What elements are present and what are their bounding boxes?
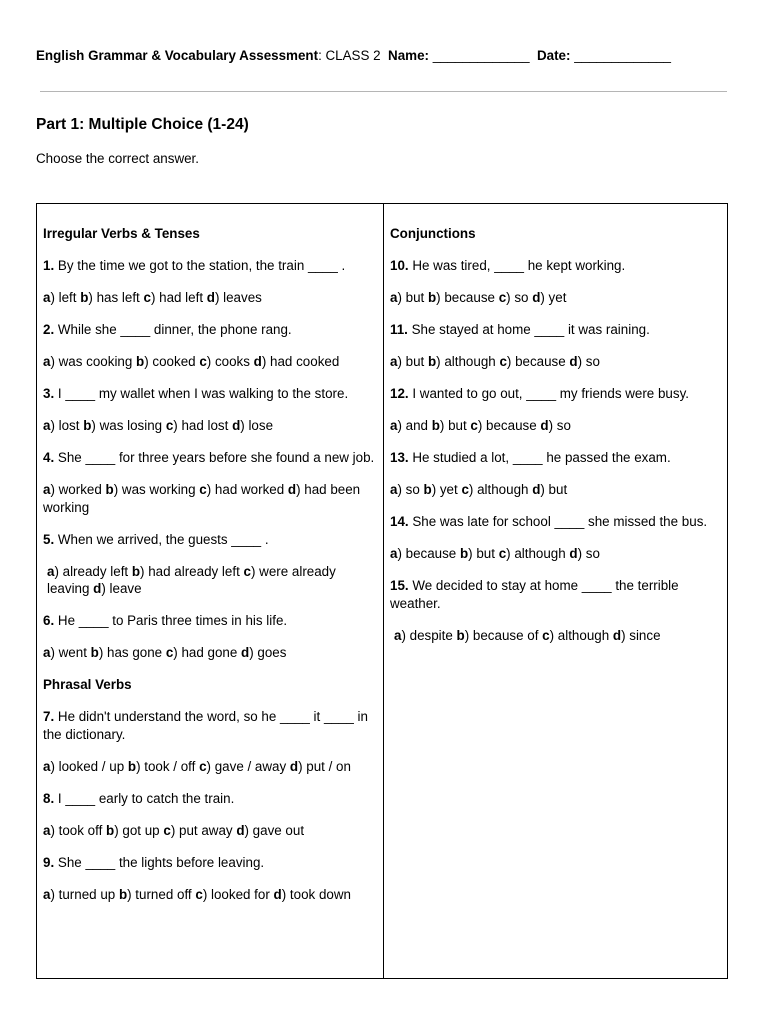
option-letter[interactable]: c [199,758,207,774]
question-3 [43,385,375,403]
option-text[interactable]: ) because [436,290,499,305]
option-text[interactable]: ) had gone [173,645,242,660]
option-text[interactable]: ) so [548,418,571,433]
option-letter[interactable]: b [80,290,89,305]
option-text[interactable]: ) lose [240,418,274,433]
option-letter[interactable]: b [127,758,137,774]
option-text[interactable]: ) looked / up [50,758,128,774]
option-text[interactable]: ) yet [540,290,567,305]
question-9 [43,854,375,872]
question-text: We decided to stay at home ____ the terrible weather. [390,578,679,611]
option-letter[interactable]: b [136,354,145,369]
options-4 [43,481,375,516]
option-letter[interactable]: a [43,822,51,838]
option-letter[interactable]: a [43,418,51,433]
option-letter[interactable]: a [43,886,51,902]
option-letter[interactable]: b [431,418,440,433]
question-number: 13. [390,450,409,465]
option-letter[interactable]: c [542,627,550,643]
question-number: 12. [390,386,409,401]
options-11 [390,353,718,371]
options-14 [390,545,718,563]
date-label: Date: [536,48,571,63]
option-text[interactable]: ) has gone [98,645,166,660]
option-text[interactable]: ) although [436,354,500,369]
option-letter[interactable]: c [461,482,469,497]
option-text[interactable]: ) but [397,354,428,369]
question-number: 5. [43,531,55,547]
option-letter[interactable]: c [199,354,207,369]
option-text[interactable]: ) had been working [43,482,361,515]
options-10 [390,289,718,307]
option-letter[interactable]: c [165,418,174,433]
option-letter[interactable]: b [90,645,99,660]
option-text[interactable]: ) so [577,354,600,369]
option-letter[interactable]: c [498,546,507,561]
option-letter[interactable]: c [499,354,507,369]
worksheet-title: English Grammar & Vocabulary Assessment [36,48,319,63]
option-text[interactable]: ) looked for [202,886,274,902]
option-text[interactable]: ) was working [113,482,200,497]
option-text[interactable]: ) so [397,482,424,497]
question-15 [390,577,718,612]
question-5 [43,531,375,549]
option-text[interactable]: ) put / on [298,758,351,774]
option-letter[interactable]: d [289,758,299,774]
option-letter[interactable]: a [43,354,51,369]
option-letter[interactable]: d [532,290,541,305]
option-letter[interactable]: d [232,418,241,433]
question-1 [43,257,375,275]
option-text[interactable]: ) so [506,290,533,305]
option-text[interactable]: ) had worked [206,482,288,497]
option-letter[interactable]: a [43,482,51,497]
option-letter[interactable]: c [163,822,171,838]
option-text[interactable]: ) gave / away [206,758,290,774]
question-number: 10. [390,258,409,273]
question-text: She was late for school ____ she missed the bus. [408,514,708,529]
options-6 [43,644,375,662]
question-number: 8. [43,790,55,806]
option-letter[interactable]: a [390,418,398,433]
option-text[interactable]: ) because [397,546,460,561]
option-text[interactable]: ) but [439,418,471,433]
option-text[interactable]: ) because of [464,627,543,643]
option-letter[interactable]: c [243,563,251,579]
option-letter[interactable]: d [569,546,578,561]
question-6 [43,612,375,630]
right-column [390,225,718,659]
option-letter[interactable]: a [43,758,51,774]
options-5 [43,563,375,598]
question-text: When we arrived, the guests ____ . [54,531,269,547]
question-number: 9. [43,854,55,870]
option-text[interactable]: ) although [549,627,613,643]
question-number: 7. [43,709,55,724]
option-text[interactable]: ) already left [54,563,132,579]
option-letter[interactable]: c [470,418,478,433]
question-text: She ____ the lights before leaving. [54,854,265,870]
option-text[interactable]: ) so [577,546,600,561]
option-letter[interactable]: a [390,546,398,561]
option-text[interactable]: ) had lost [173,418,233,433]
option-letter[interactable]: d [253,354,262,369]
question-text: She stayed at home ____ it was raining. [407,322,650,337]
option-letter[interactable]: d [532,482,541,497]
question-13 [390,449,718,467]
option-letter[interactable]: b [427,354,437,369]
option-text[interactable]: ) took down [281,886,351,902]
column-divider [383,203,384,979]
option-letter[interactable]: d [93,581,102,596]
question-number: 11. [390,322,408,337]
question-text: While she ____ dinner, the phone rang. [54,322,292,337]
question-12 [390,385,718,403]
option-letter[interactable]: a [47,563,55,579]
option-text[interactable]: ) worked [50,482,106,497]
option-text[interactable]: ) although [506,546,570,561]
left-column [43,225,375,918]
date-blank[interactable]: _____________ [570,48,672,63]
options-13 [390,481,718,499]
option-letter[interactable]: d [241,645,250,660]
question-number: 14. [390,514,409,529]
option-text[interactable]: ) but [468,546,499,561]
option-text[interactable]: ) turned up [50,886,119,902]
option-text[interactable]: ) had cooked [261,354,340,369]
option-text[interactable]: ) took / off [136,758,200,774]
option-text[interactable]: ) were already leaving [47,563,336,596]
part-title: Part 1: Multiple Choice (1-24) [36,116,249,133]
option-letter[interactable]: c [199,482,207,497]
question-number: 3. [43,386,55,401]
options-15 [390,627,718,645]
option-text[interactable]: ) lost [50,418,84,433]
question-number: 15. [390,578,409,593]
option-text[interactable]: ) went [50,645,91,660]
options-7 [43,758,375,776]
question-4 [43,449,375,467]
question-8 [43,790,375,808]
header-divider [40,91,727,92]
question-text: He was tired, ____ he kept working. [408,258,626,273]
option-text[interactable]: ) has left [88,290,144,305]
option-text[interactable]: ) goes [249,645,287,660]
option-text[interactable]: ) leave [101,581,142,596]
question-number: 1. [43,258,55,273]
option-letter[interactable]: a [390,354,398,369]
option-text[interactable]: ) was losing [91,418,166,433]
option-text[interactable]: ) and [397,418,432,433]
question-number: 6. [43,613,55,628]
option-letter[interactable]: b [456,627,465,643]
option-text[interactable]: ) because [506,354,570,369]
option-text[interactable]: ) yet [431,482,462,497]
option-text[interactable]: ) although [468,482,533,497]
option-text[interactable]: ) because [477,418,541,433]
section-heading: Conjunctions [390,226,476,241]
option-letter[interactable]: d [273,886,282,902]
options-2 [43,353,375,371]
section-heading: Phrasal Verbs [43,677,132,692]
option-letter[interactable]: a [43,290,51,305]
question-text: By the time we got to the station, the train ____ . [54,258,346,273]
question-10 [390,257,718,275]
option-letter[interactable]: b [423,482,432,497]
class-label: : CLASS 2 [318,48,381,63]
option-letter[interactable]: b [106,822,115,838]
option-text[interactable]: ) cooked [144,354,200,369]
option-letter[interactable]: a [43,645,51,660]
option-letter[interactable]: d [287,482,297,497]
option-letter[interactable]: d [540,418,549,433]
option-text[interactable]: ) took off [50,822,107,838]
option-letter[interactable]: b [131,563,141,579]
option-text[interactable]: ) since [621,627,661,643]
option-letter[interactable]: c [165,645,174,660]
worksheet-header [36,48,671,63]
option-text[interactable]: ) put away [170,822,237,838]
option-text[interactable]: ) turned off [127,886,196,902]
options-9 [43,886,375,904]
option-text[interactable]: ) gave out [244,822,305,838]
option-letter[interactable]: d [569,354,578,369]
question-14 [390,513,718,531]
question-text: I wanted to go out, ____ my friends were busy. [408,386,689,401]
option-letter[interactable]: d [206,290,215,305]
instruction-text: Choose the correct answer. [36,151,200,166]
section-heading: Irregular Verbs & Tenses [43,226,200,241]
options-1 [43,289,375,307]
option-letter[interactable]: b [427,290,437,305]
option-text[interactable]: ) but [540,482,568,497]
question-7 [43,708,375,743]
option-text[interactable]: ) but [397,290,428,305]
question-text: He ____ to Paris three times in his life. [54,613,288,628]
option-text[interactable]: ) cooks [206,354,254,369]
option-text[interactable]: ) got up [114,822,164,838]
option-text[interactable]: ) left [50,290,81,305]
option-letter[interactable]: a [390,482,398,497]
option-text[interactable]: ) despite [401,627,457,643]
option-text[interactable]: ) had already left [140,563,244,579]
option-letter[interactable]: b [459,546,469,561]
question-text: He didn't understand the word, so he ____ it ____ in the dictionary. [43,709,368,742]
option-letter[interactable]: d [236,822,245,838]
option-letter[interactable]: c [498,290,507,305]
option-letter[interactable]: a [390,290,398,305]
option-letter[interactable]: d [612,627,622,643]
option-letter[interactable]: b [83,418,92,433]
option-letter[interactable]: b [105,482,114,497]
option-text[interactable]: ) leaves [214,290,262,305]
option-letter[interactable]: b [118,886,128,902]
option-text[interactable]: ) had left [150,290,207,305]
option-text[interactable]: ) was cooking [50,354,137,369]
question-text: I ____ my wallet when I was walking to the store. [54,386,349,401]
question-11 [390,321,718,339]
question-text: He studied a lot, ____ he passed the exam. [408,450,671,465]
question-2 [43,321,375,339]
options-3 [43,417,375,435]
question-number: 2. [43,322,55,337]
question-number: 4. [43,450,55,465]
option-letter[interactable]: a [394,627,402,643]
question-text: I ____ early to catch the train. [54,790,235,806]
question-text: She ____ for three years before she found a new job. [54,450,375,465]
name-blank[interactable]: _____________ [428,48,530,63]
option-letter[interactable]: c [195,886,203,902]
options-8 [43,822,375,840]
options-12 [390,417,718,435]
option-letter[interactable]: c [143,290,151,305]
name-label: Name: [388,48,429,63]
